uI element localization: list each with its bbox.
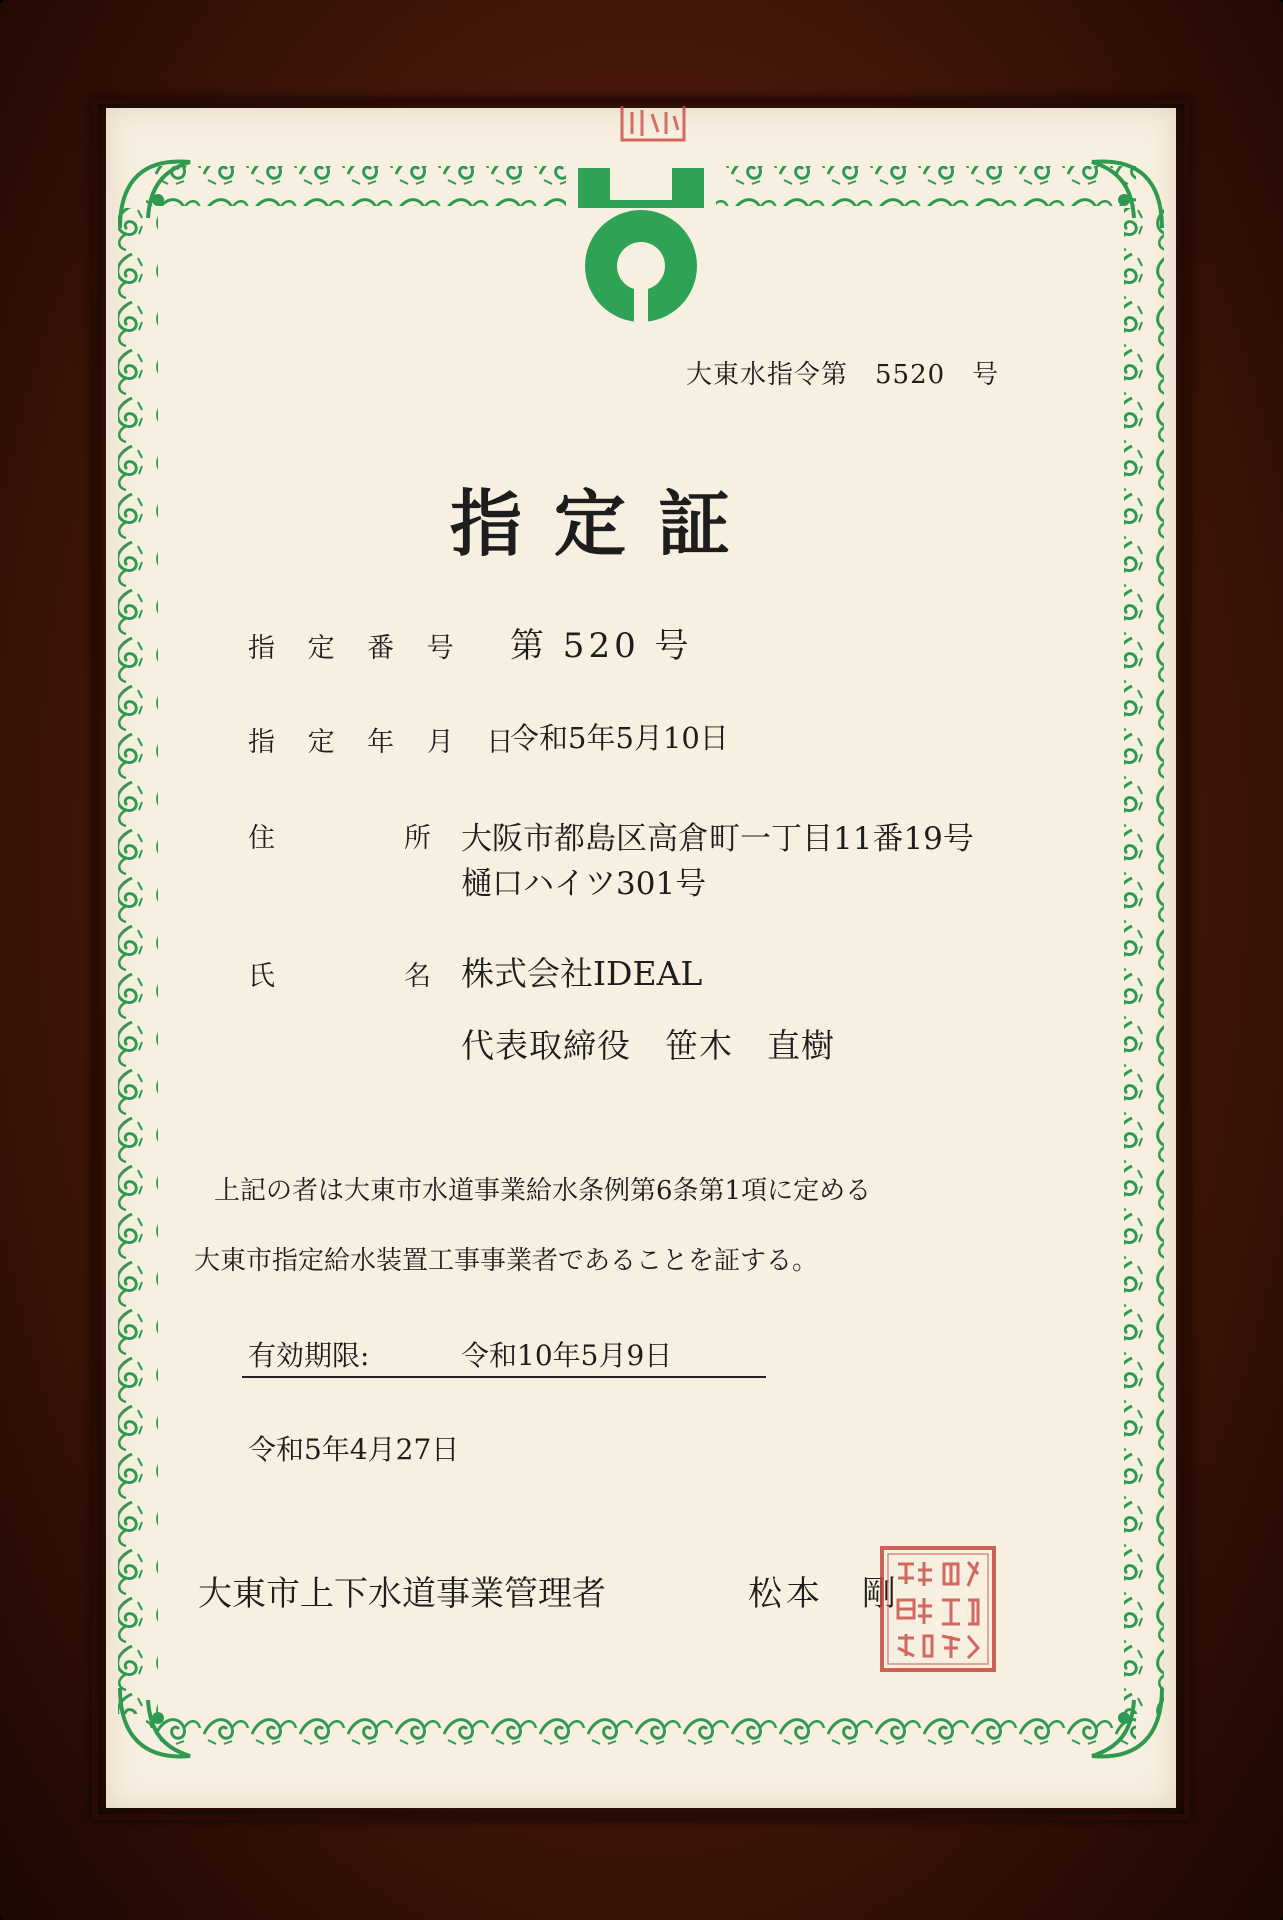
certification-text-line-1: 上記の者は大東市水道事業給水条例第6条第1項に定める (214, 1176, 872, 1206)
certificate-paper (106, 108, 1176, 1808)
name-label: 氏 名 (248, 961, 443, 992)
partial-seal-top (618, 106, 688, 144)
document-title: 指定証 (450, 481, 763, 566)
address-label: 住 所 (248, 823, 443, 854)
issue-date: 令和5年4月27日 (248, 1433, 460, 1466)
validity-date: 令和10年5月9日 (461, 1339, 673, 1372)
designation-date-value: 令和5年5月10日 (510, 721, 729, 755)
company-name: 株式会社IDEAL (461, 954, 703, 993)
municipal-emblem-icon (578, 160, 704, 328)
representative-name: 代表取締役 笹木 直樹 (461, 1026, 835, 1065)
designation-date-label: 指 定 年 月 日 (248, 727, 526, 758)
certification-text-line-2: 大東市指定給水装置工事事業者であることを証する。 (194, 1246, 819, 1276)
designation-number-label: 指 定 番 号 (248, 633, 466, 664)
validity-underline (242, 1376, 766, 1378)
issuer-title: 大東市上下水道事業管理者 (198, 1574, 606, 1614)
issuer-name: 松本 剛 (748, 1574, 900, 1614)
official-seal-stamp (878, 1544, 998, 1674)
address-line-2: 樋口ハイツ301号 (461, 866, 707, 902)
designation-number-value: 第 520 号 (510, 626, 693, 666)
certificate-reference-number: 大東水指令第 5520 号 (686, 360, 1000, 390)
address-line-1: 大阪市都島区高倉町一丁目11番19号 (461, 821, 974, 857)
validity-label: 有効期限: (248, 1339, 370, 1372)
